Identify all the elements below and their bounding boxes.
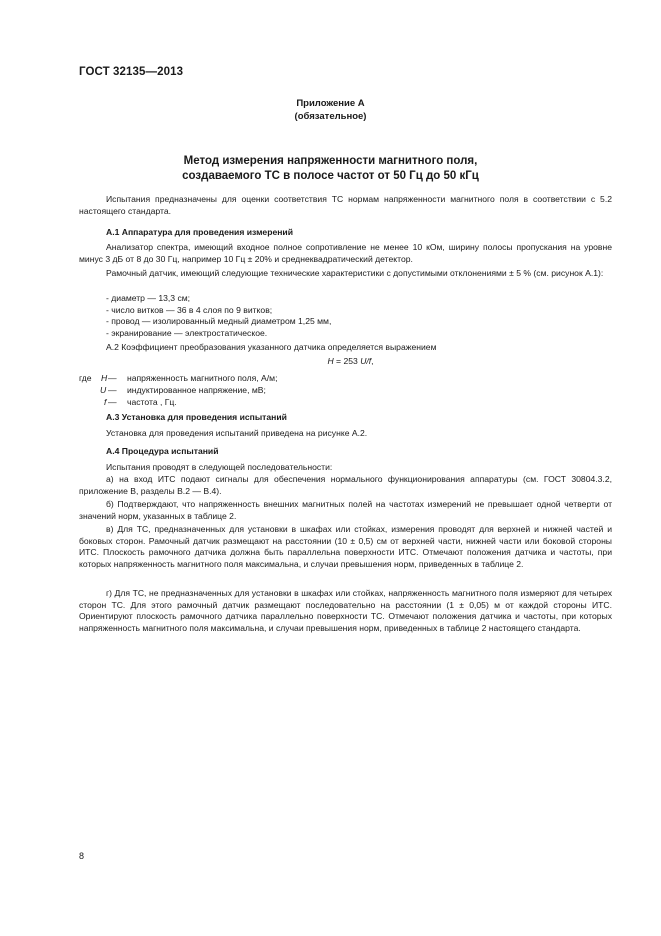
section-a1-heading: А.1 Аппаратура для проведения измерений — [106, 227, 293, 237]
legend-dash: — — [108, 397, 117, 407]
formula-variable: U/f — [360, 356, 372, 366]
legend-desc-f: частота , Гц. — [127, 397, 177, 407]
loop-sensor-spec-list — [106, 293, 606, 339]
intro-paragraph: Испытания предназначены для оценки соответствия ТС нормам напряженности магнитного поля в соответствии с 5.2 настоящего стандарта. — [79, 194, 612, 216]
annex-subtitle: (обязательное) — [294, 111, 367, 122]
formula-h-symbol: H — [327, 356, 334, 366]
legend-symbol-f: f — [104, 397, 107, 407]
legend-desc-h: напряженность магнитного поля, А/м; — [127, 373, 278, 383]
section-a1-paragraph-2: Рамочный датчик, имеющий следующие технические характеристики с допустимыми отклонениями ± 5 % (см. рисунок А.1): — [106, 268, 604, 278]
section-a2-paragraph: А.2 Коэффициент преобразования указанного датчика определяется выражением — [106, 342, 437, 352]
document-header: ГОСТ 32135—2013 — [79, 66, 184, 78]
section-a3-paragraph: Установка для проведения испытаний приведена на рисунке А.2. — [106, 428, 368, 438]
list-item: - провод — изолированный медный диаметром 1,25 мм, — [106, 316, 332, 327]
section-a4-heading: А.4 Процедура испытаний — [106, 446, 219, 456]
conversion-formula — [0, 356, 661, 366]
section-a4-item-a: а) на вход ИТС подают сигналы для обеспечения нормального функционирования аппаратуры (см. ГОСТ 30804.3.2, приложение В, разделы В.2 — В.4). — [79, 474, 612, 496]
legend-symbol-h: H — [101, 373, 108, 383]
formula-prefix: = 253 — [333, 356, 361, 366]
annex-title: Приложение А — [296, 98, 365, 109]
section-title-line1: Метод измерения напряженности магнитного поля, — [183, 155, 478, 167]
legend-desc-u: индуктированное напряжение, мВ; — [127, 385, 266, 395]
formula-legend — [0, 373, 661, 409]
legend-dash: — — [108, 373, 117, 383]
legend-dash: — — [108, 385, 117, 395]
section-a4-item-v: в) Для ТС, предназначенных для установки в шкафах или стойках, измерения проводят для верхней и нижней частей и боковых сторон. Рамочный датчик размещают на расстоянии (10 ± 0,5) см от верхней части, нижней части или боковой стороны ИТС. Плоскость рамочного датчика должна быть параллельна поверхности ИТС. Отмечают положения датчика и частоты, при которых напряженность магнитного поля максимальна, и случаи превышения норм, приведенных в таблице 2. — [79, 524, 612, 569]
section-a4-item-g: г) Для ТС, не предназначенных для установки в шкафах или стойках, напряженность магнитного поля измеряют для четырех сторон ТС. Для этого рамочный датчик размещают последовательно на расстоянии (1 ± 0,05) м от каждой стороны ИТС. Ориентируют плоскость рамочного датчика параллельно поверхности ТС. Отмечают положения датчика и частоты, при которых напряженность магнитного поля максимальна, и случаи превышения норм, приведенных в таблице 2 настоящего стандарта. — [79, 588, 612, 633]
annex-heading — [0, 97, 661, 123]
section-a1-paragraph-1: Анализатор спектра, имеющий входное полное сопротивление не менее 10 кОм, ширину полосы пропускания на уровне минус 3 дБ от 8 до 30 Гц, например 10 Гц ± 20% и среднеквадратический детектор. — [79, 242, 612, 264]
legend-where: где — [79, 373, 92, 383]
section-a4-item-b: б) Подтверждают, что напряженность внешних магнитных полей на частотах измерений не превышает одной четверти от значений норм, указанных в таблице 2. — [79, 499, 612, 521]
page-number: 8 — [79, 851, 85, 861]
section-title-line2: создаваемого ТС в полосе частот от 50 Гц до 50 кГц — [182, 170, 479, 182]
section-title — [0, 154, 661, 184]
list-item: - диаметр — 13,3 см; — [106, 293, 191, 303]
section-a3-heading: А.3 Установка для проведения испытаний — [106, 412, 287, 422]
list-item: - экранирование — электростатическое. — [106, 327, 268, 338]
formula-suffix: , — [371, 356, 374, 366]
section-a4-intro: Испытания проводят в следующей последовательности: — [106, 462, 333, 472]
list-item: - число витков — 36 в 4 слоя по 9 витков; — [106, 304, 273, 315]
legend-symbol-u: U — [100, 385, 107, 395]
